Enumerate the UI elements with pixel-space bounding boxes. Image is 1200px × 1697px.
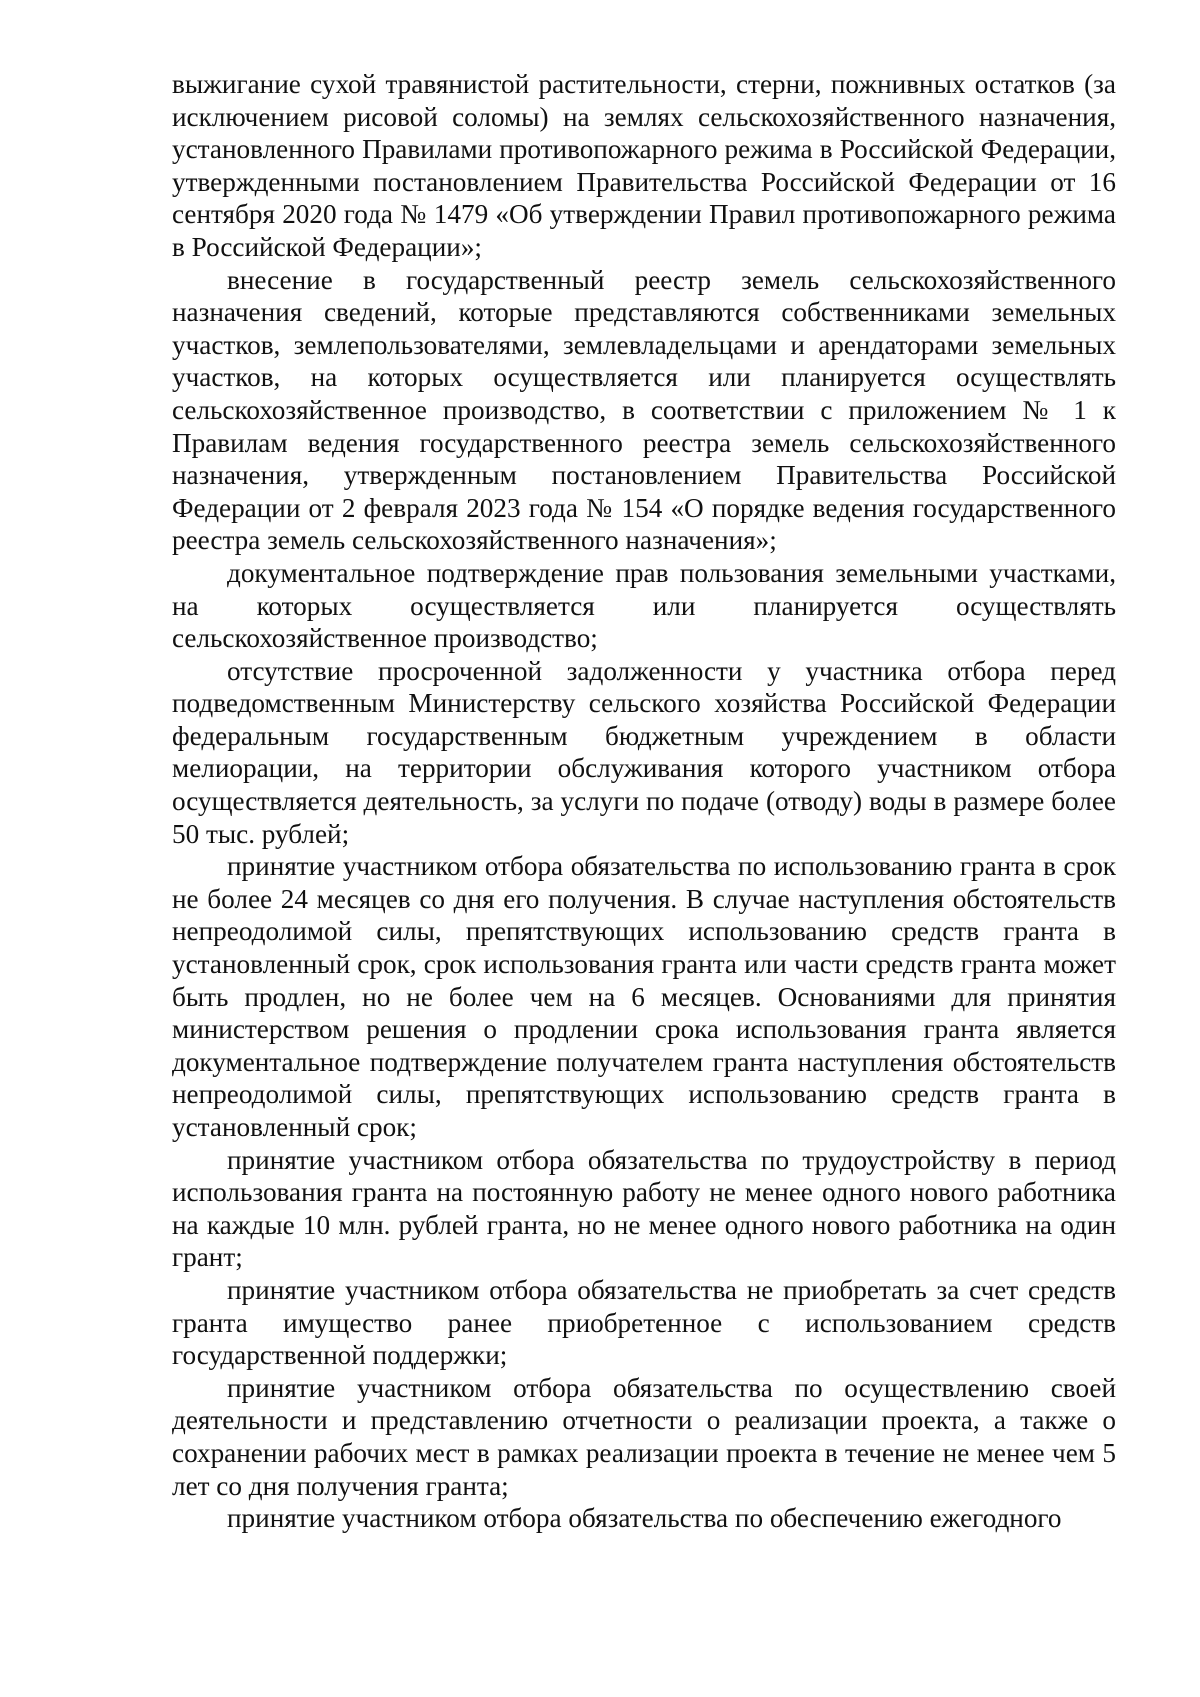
paragraph-1: выжигание сухой травянистой растительности, стерни, пожнивных остатков (за исключением рисовой соломы) на землях сельскохозяйственного назначения, установленного Правилами противопожарного режима в Российской Федерации, утвержденными постановлением Правительства Российской Федерации от 16 сентября 2020 года № 1479 «Об утверждении Правил противопожарного режима в Российской Федерации»; [172, 69, 1116, 262]
paragraph-8: принятие участником отбора обязательства по осуществлению своей деятельности и представлению отчетности о реализации проекта, а также о сохранении рабочих мест в рамках реализации проекта в течение не менее чем 5 лет со дня получения гранта; [172, 1372, 1116, 1501]
paragraph-4: отсутствие просроченной задолженности у участника отбора перед подведомственным Министерству сельского хозяйства Российской Федерации федеральным государственным бюджетным учреждением в области мелиорации, на территории обслуживания которого участником отбора осуществляется деятельность, за услуги по подаче (отводу) воды в размере более 50 тыс. рублей; [172, 655, 1116, 849]
paragraph-9: принятие участником отбора обязательства по обеспечению ежегодного [227, 1503, 1062, 1534]
paragraph-2: внесение в государственный реестр земель сельскохозяйственного назначения сведений, которые представляются собственниками земельных участков, землепользователями, землевладельцами и арендаторами земельных участков, на которых осуществляется или планируется осуществлять сельскохозяйственное производство, в соответствии с приложением № 1 к Правилам ведения государственного реестра земель сельскохозяйственного назначения, утвержденным постановлением Правительства Российской Федерации от 2 февраля 2023 года № 154 «О порядке ведения государственного реестра земель сельскохозяйственного назначения»; [172, 264, 1116, 556]
paragraph-6: принятие участником отбора обязательства по трудоустройству в период использования гранта на постоянную работу не менее одного нового работника на каждые 10 млн. рублей гранта, но не менее одного нового работника на один грант; [172, 1144, 1116, 1273]
paragraph-7: принятие участником отбора обязательства не приобретать за счет средств гранта имущество ранее приобретенное с использованием средств государственной поддержки; [172, 1274, 1116, 1371]
paragraph-5: принятие участником отбора обязательства по использованию гранта в срок не более 24 месяцев со дня его получения. В случае наступления обстоятельств непреодолимой силы, препятствующих использованию средств гранта в установленный срок, срок использования гранта или части средств гранта может быть продлен, но не более чем на 6 месяцев. Основаниями для принятия министерством решения о продлении срока использования гранта является документальное подтверждение получателем гранта наступления обстоятельств непреодолимой силы, препятствующих использованию средств гранта в установленный срок; [172, 851, 1116, 1142]
document-body [172, 68, 1116, 1535]
paragraph-3: документальное подтверждение прав пользования земельными участками, на которых осуществляется или планируется осуществлять сельскохозяйственное производство; [172, 557, 1116, 654]
